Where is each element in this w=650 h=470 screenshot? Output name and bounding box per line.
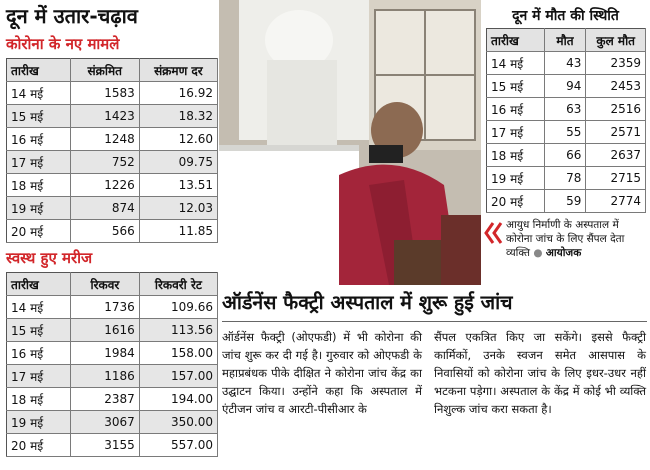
recovered-column-header: रिकवर [71,273,140,296]
recovered-cell: 3067 [71,411,140,434]
corona-column-header: तारीख [7,59,71,82]
caption-text [506,218,648,260]
recovered-cell: 350.00 [139,411,217,434]
corona-cell: 1583 [70,82,139,105]
deaths-cell: 2715 [586,167,646,190]
deaths-cell: 63 [544,98,586,121]
corona-cell: 12.03 [139,197,217,220]
corona-row [7,220,218,243]
recovered-cell: 14 मई [7,296,71,319]
recovered-row [7,388,218,411]
deaths-cell: 78 [544,167,586,190]
corona-row [7,82,218,105]
deaths-cell: 2637 [586,144,646,167]
recovered-cell: 15 मई [7,319,71,342]
recovered-cell: 18 मई [7,388,71,411]
recovered-cell: 109.66 [139,296,217,319]
deaths-title: दून में मौत की स्थिति [512,8,619,24]
deaths-header-row [487,29,646,52]
bullet-icon: ● [533,247,543,259]
deaths-cell: 2774 [586,190,646,213]
left-column [0,0,218,470]
divider [222,321,647,322]
deaths-row [487,98,646,121]
corona-cell: 19 मई [7,197,71,220]
recovered-cell: 16 मई [7,342,71,365]
corona-cell: 566 [70,220,139,243]
corona-cell: 16 मई [7,128,71,151]
corona-cell: 11.85 [139,220,217,243]
recovered-row [7,411,218,434]
recovered-row [7,319,218,342]
double-chevron-left-icon [483,220,505,246]
deaths-row [487,75,646,98]
deaths-cell: 17 मई [487,121,545,144]
corona-cell: 18 मई [7,174,71,197]
recovered-cell: 20 मई [7,434,71,457]
recovered-cell: 1736 [71,296,140,319]
corona-cell: 874 [70,197,139,220]
recovered-cell: 194.00 [139,388,217,411]
recovered-cell: 19 मई [7,411,71,434]
corona-row [7,128,218,151]
recovered-row [7,434,218,457]
deaths-cell: 16 मई [487,98,545,121]
corona-row [7,105,218,128]
deaths-cell: 15 मई [487,75,545,98]
deaths-row [487,167,646,190]
recovered-cell: 158.00 [139,342,217,365]
corona-cell: 18.32 [139,105,217,128]
corona-row [7,197,218,220]
corona-heading: कोरोना के नए मामले [6,35,120,53]
recovered-cell: 1616 [71,319,140,342]
photo-illustration [219,0,481,285]
recovered-cell: 113.56 [139,319,217,342]
photo-caption [481,216,650,284]
news-photo [219,0,481,285]
deaths-table [486,28,646,213]
corona-cell: 17 मई [7,151,71,174]
recovered-row [7,365,218,388]
caption-body: आयुध निर्माणी के अस्पताल में कोरोना जांच के लिए सैंपल देता व्यक्ति [506,219,625,259]
recovered-cell: 157.00 [139,365,217,388]
corona-row [7,151,218,174]
corona-cell: 09.75 [139,151,217,174]
deaths-cell: 59 [544,190,586,213]
recovered-row [7,342,218,365]
article-column-1: ऑर्डनेंस फैक्ट्री (ओएफडी) में भी कोरोना की जांच शुरू कर दी गई है। गुरुवार को ओएफडी के महाप्रबंधक पीके दीक्षित ने कोरोना जांच केंद्र का उद्घाटन किया। उन्होंने कहा कि अस्पताल में एंटीजन जांच व आरटी-पीसीआर के [222,330,422,416]
corona-header-row [7,59,218,82]
recovered-heading: स्वस्थ हुए मरीज [6,249,93,267]
deaths-column-header: कुल मौत [586,29,646,52]
recovered-cell: 3155 [71,434,140,457]
corona-cell: 1423 [70,105,139,128]
deaths-cell: 19 मई [487,167,545,190]
article-title: ऑर्डनेंस फैक्ट्री अस्पताल में शुरू हुई जांच [222,291,513,314]
corona-column-header: संक्रमण दर [139,59,217,82]
recovered-column-header: तारीख [7,273,71,296]
corona-cell: 15 मई [7,105,71,128]
recovered-cell: 557.00 [139,434,217,457]
corona-cell: 752 [70,151,139,174]
deaths-row [487,190,646,213]
recovered-table [6,272,218,457]
recovered-row [7,296,218,319]
deaths-cell: 2453 [586,75,646,98]
corona-cell: 16.92 [139,82,217,105]
corona-cell: 12.60 [139,128,217,151]
deaths-row [487,121,646,144]
deaths-cell: 55 [544,121,586,144]
recovered-cell: 2387 [71,388,140,411]
corona-cell: 20 मई [7,220,71,243]
deaths-cell: 2571 [586,121,646,144]
deaths-column-header: तारीख [487,29,545,52]
article-column-2: सैंपल एकत्रित किए जा सकेंगे। इससे फैक्ट्री कार्मिकों, उनके स्वजन समेत आसपास के निवासियों को कोरोना जांच के लिए इधर-उधर नहीं भटकना पड़ेगा। अस्पताल के केंद्र में कोई भी व्यक्ति निशुल्क जांच करा सकता है। [434,330,646,416]
deaths-cell: 14 मई [487,52,545,75]
deaths-column-header: मौत [544,29,586,52]
deaths-row [487,144,646,167]
deaths-row [487,52,646,75]
photo-credit: आयोजक [545,247,582,259]
page-title: दून में उतार-चढ़ाव [6,4,138,28]
deaths-cell: 2359 [586,52,646,75]
recovered-column-header: रिकवरी रेट [139,273,217,296]
deaths-cell: 2516 [586,98,646,121]
corona-cell: 14 मई [7,82,71,105]
recovered-cell: 1984 [71,342,140,365]
deaths-cell: 94 [544,75,586,98]
deaths-cell: 43 [544,52,586,75]
deaths-cell: 66 [544,144,586,167]
recovered-cell: 17 मई [7,365,71,388]
deaths-cell: 20 मई [487,190,545,213]
corona-row [7,174,218,197]
deaths-cell: 18 मई [487,144,545,167]
recovered-header-row [7,273,218,296]
recovered-cell: 1186 [71,365,140,388]
corona-table [6,58,218,243]
deaths-panel [481,0,650,222]
corona-cell: 1248 [70,128,139,151]
corona-cell: 1226 [70,174,139,197]
corona-cell: 13.51 [139,174,217,197]
corona-column-header: संक्रमित [70,59,139,82]
